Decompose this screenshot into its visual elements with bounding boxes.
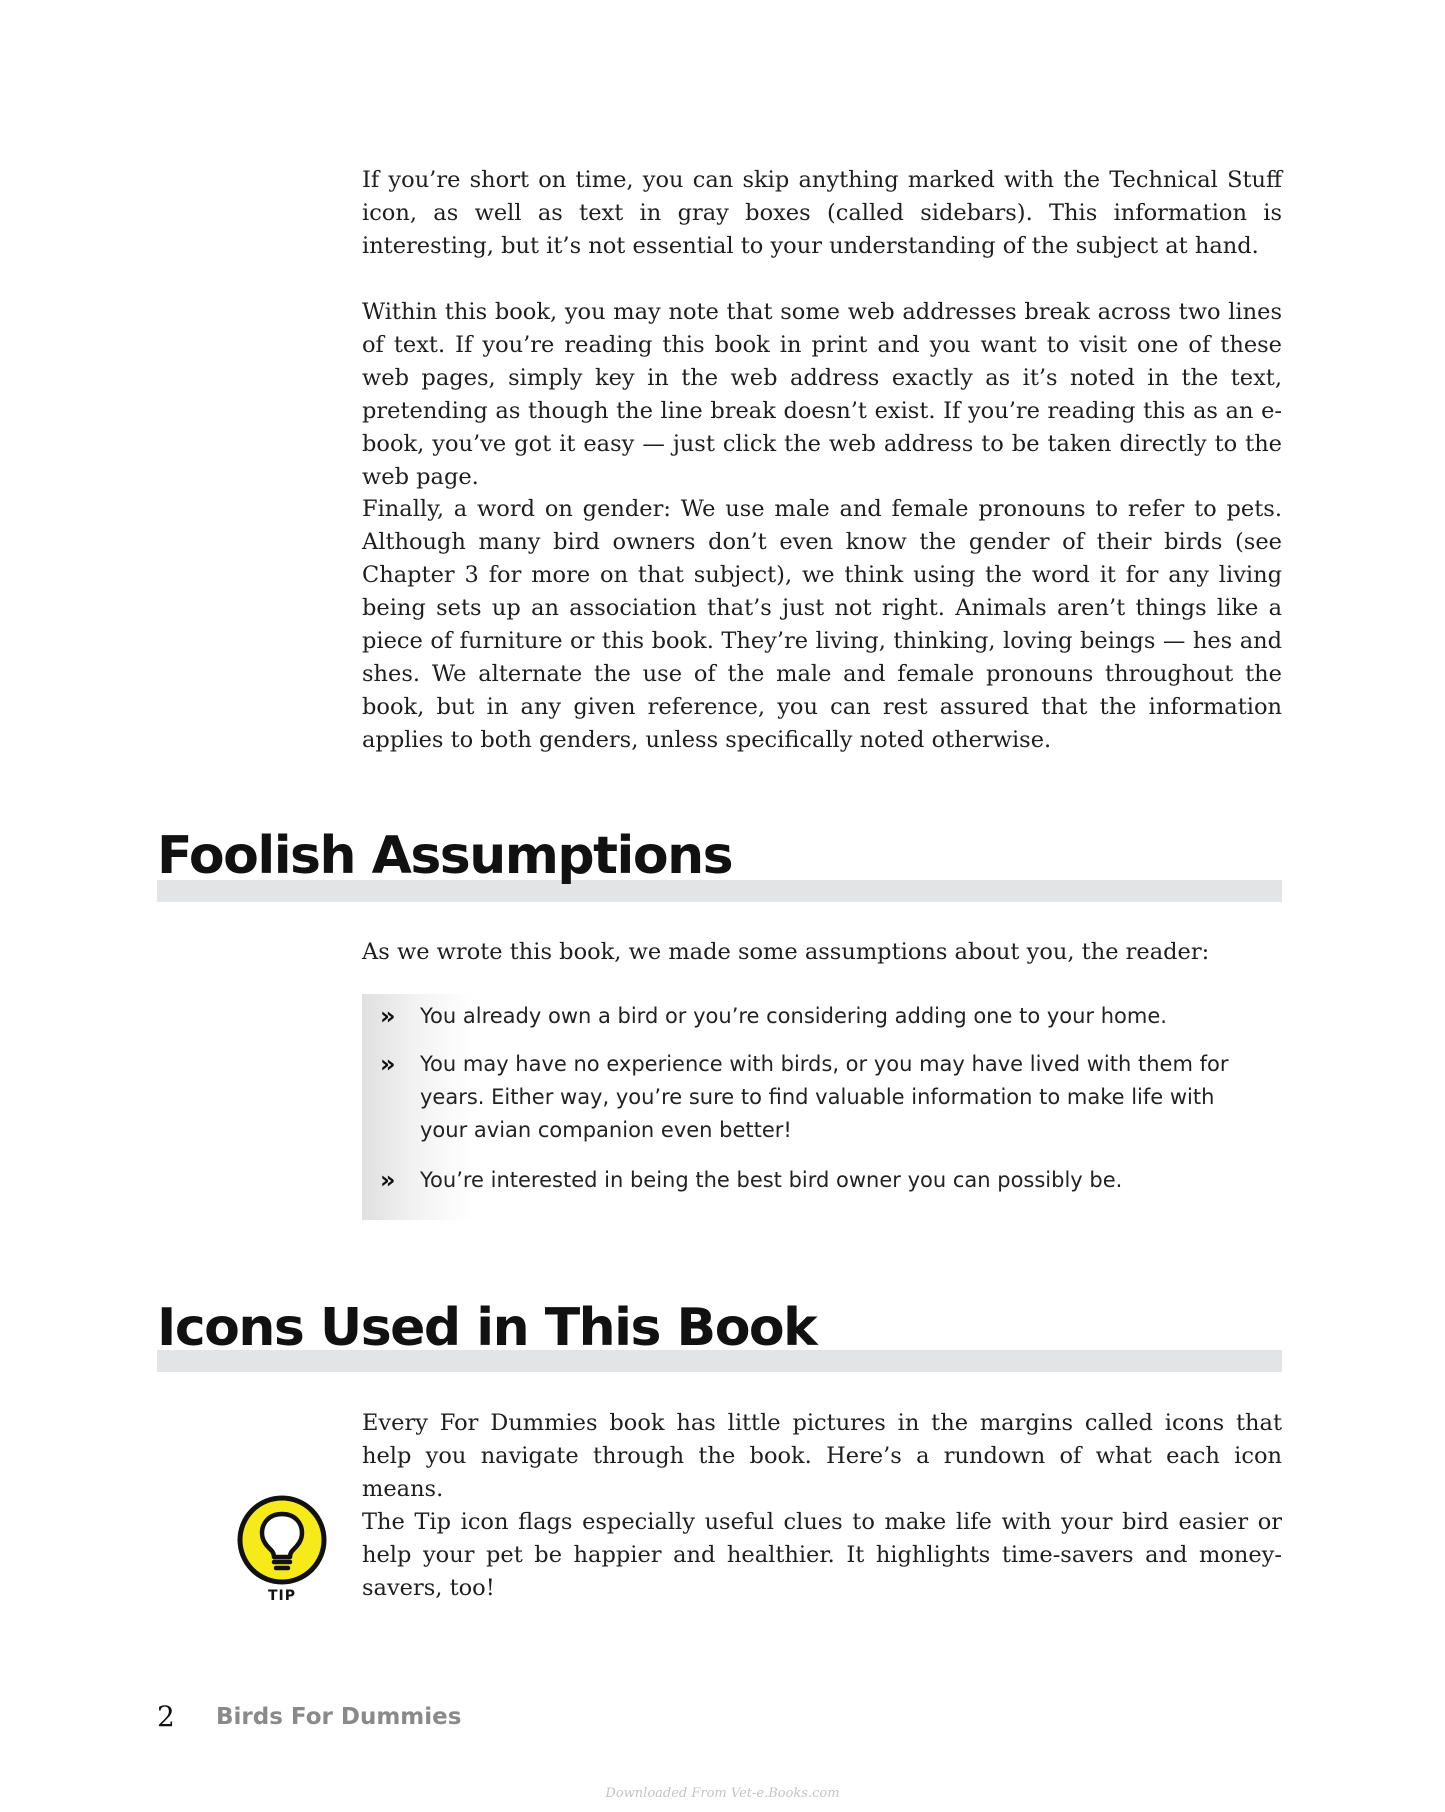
section-foolish-assumptions (157, 820, 1282, 910)
bullet-list (362, 994, 1282, 1220)
section-heading: Foolish Assumptions (157, 826, 733, 886)
list-item-text: You may have no experience with birds, or you may have lived with them for years. Either way, you’re sure to find valuable information to make life with your avian companion even better! (420, 1052, 1229, 1142)
double-chevron-icon: » (380, 1050, 396, 1078)
double-chevron-icon: » (380, 1002, 396, 1030)
paragraph-assumptions-intro: As we wrote this book, we made some assumptions about you, the reader: (362, 939, 1210, 965)
paragraph-web-addresses: Within this book, you may note that some web addresses break across two lines of text. If you’re reading this book in print and you want to visit one of these web pages, simply key in the web address exactly as it’s noted in the text, pretending as though the line break doesn’t exist. If you’re reading this as an e-book, you’ve got it easy — just click the web address to be taken directly to the web page. (362, 299, 1282, 490)
list-item-text: You already own a bird or you’re considering adding one to your home. (420, 1004, 1167, 1028)
paragraph-icons-intro: Every For Dummies book has little pictures in the margins called icons that help you navigate through the book. Here’s a rundown of what each icon means. (362, 1410, 1282, 1502)
paragraph-gender: Finally, a word on gender: We use male and female pronouns to refer to pets. Although many bird owners don’t even know the gender of their birds (see Chapter 3 for more on that subject), we think using the word it for any living being sets up an association that’s just not right. Animals aren’t things like a piece of furniture or this book. They’re living, thinking, loving beings — hes and shes. We alternate the use of the male and female pronouns throughout the book, but in any given reference, you can rest assured that the information applies to both genders, unless specifically noted otherwise. (362, 496, 1282, 753)
section-heading: Icons Used in This Book (157, 1298, 817, 1358)
section-icons-used (157, 1290, 1282, 1380)
running-footer-title: Birds For Dummies (216, 1704, 462, 1730)
tip-icon-label: TIP (267, 1588, 297, 1604)
page-number: 2 (157, 1700, 175, 1733)
double-chevron-icon: » (380, 1166, 396, 1194)
tip-margin-icon (236, 1494, 328, 1606)
lightbulb-icon (236, 1494, 328, 1586)
list-item-text: You’re interested in being the best bird owner you can possibly be. (420, 1168, 1123, 1192)
paragraph-tip: The Tip icon flags especially useful clues to make life with your bird easier or help your pet be happier and healthier. It highlights time-savers and money-savers, too! (362, 1509, 1282, 1601)
paragraph-skip-technical: If you’re short on time, you can skip anything marked with the Technical Stuff icon, as well as text in gray boxes (called sidebars). This information is interesting, but it’s not essential to your understanding of the subject at hand. (362, 167, 1282, 259)
download-watermark: Downloaded From Vet-e.Books.com (605, 1786, 840, 1801)
